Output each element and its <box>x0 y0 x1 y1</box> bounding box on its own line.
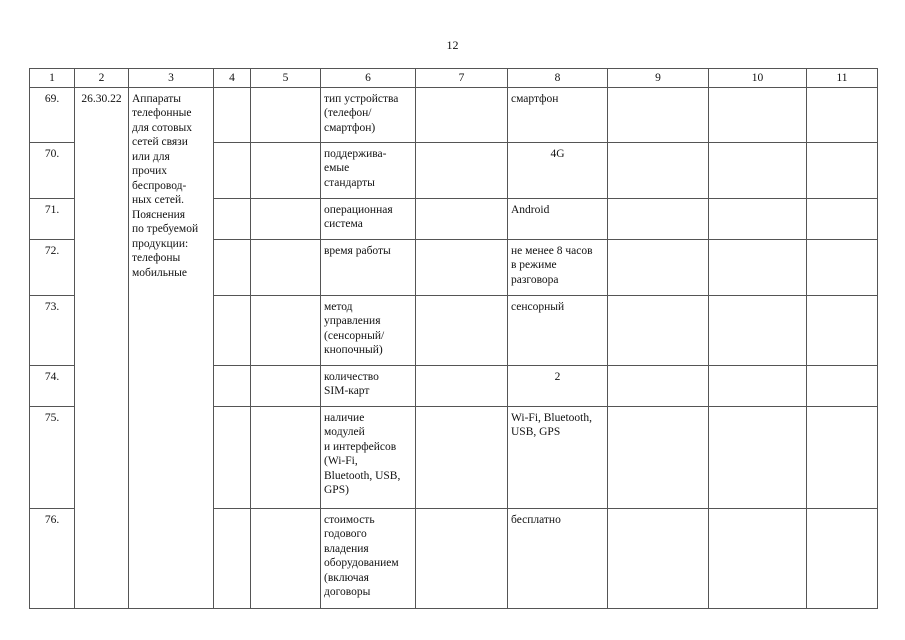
value-cell <box>508 198 608 239</box>
characteristic-name: метод управления (сенсорный/ кнопочный) <box>324 300 385 356</box>
value-cell <box>508 406 608 508</box>
empty-cell <box>608 239 709 295</box>
characteristic-value: сенсорный <box>511 300 565 313</box>
value-cell <box>508 365 608 406</box>
specification-table <box>29 68 878 609</box>
characteristic-value: Android <box>511 203 550 216</box>
empty-cell <box>807 239 878 295</box>
row-number: 74. <box>30 365 75 406</box>
row-number: 73. <box>30 295 75 365</box>
characteristic-value: 2 <box>554 370 561 383</box>
value-cell <box>508 295 608 365</box>
empty-cell <box>807 365 878 406</box>
row-number: 75. <box>30 406 75 508</box>
empty-cell <box>709 87 807 142</box>
product-description <box>129 87 214 608</box>
empty-cell <box>608 198 709 239</box>
characteristic-name: наличие модулей и интерфейсов (Wi-Fi, Bluetooth, USB, GPS) <box>324 411 401 496</box>
empty-cell <box>416 198 508 239</box>
empty-cell <box>807 142 878 198</box>
empty-cell <box>608 365 709 406</box>
empty-cell <box>709 142 807 198</box>
empty-cell <box>251 142 321 198</box>
characteristic-name: поддержива- емые стандарты <box>324 147 387 189</box>
column-header-7: 7 <box>416 69 508 88</box>
empty-cell <box>709 365 807 406</box>
column-header-11: 11 <box>807 69 878 88</box>
column-header-2: 2 <box>75 69 129 88</box>
characteristic-cell <box>321 295 416 365</box>
empty-cell <box>251 87 321 142</box>
column-header-4: 4 <box>214 69 251 88</box>
empty-cell <box>807 295 878 365</box>
row-number: 71. <box>30 198 75 239</box>
empty-cell <box>416 142 508 198</box>
empty-cell <box>608 87 709 142</box>
characteristic-cell <box>321 508 416 608</box>
okpd-code: 26.30.22 <box>75 87 129 608</box>
column-header-6: 6 <box>321 69 416 88</box>
empty-cell <box>251 365 321 406</box>
characteristic-cell <box>321 239 416 295</box>
empty-cell <box>251 406 321 508</box>
row-number: 70. <box>30 142 75 198</box>
header-row <box>30 69 878 88</box>
empty-cell <box>608 406 709 508</box>
characteristic-cell <box>321 198 416 239</box>
characteristic-cell <box>321 406 416 508</box>
empty-cell <box>807 198 878 239</box>
table-row <box>30 87 878 142</box>
empty-cell <box>709 239 807 295</box>
characteristic-cell <box>321 365 416 406</box>
characteristic-value: бесплатно <box>511 513 561 526</box>
characteristic-name: операционная система <box>324 203 393 230</box>
empty-cell <box>416 365 508 406</box>
empty-cell <box>416 295 508 365</box>
empty-cell <box>416 239 508 295</box>
column-header-10: 10 <box>709 69 807 88</box>
row-number: 69. <box>30 87 75 142</box>
empty-cell <box>709 295 807 365</box>
empty-cell <box>416 406 508 508</box>
empty-cell <box>608 508 709 608</box>
empty-cell <box>251 508 321 608</box>
empty-cell <box>214 508 251 608</box>
value-cell <box>508 87 608 142</box>
row-number: 76. <box>30 508 75 608</box>
characteristic-name: время работы <box>324 244 391 257</box>
empty-cell <box>251 198 321 239</box>
empty-cell <box>608 295 709 365</box>
characteristic-cell <box>321 87 416 142</box>
characteristic-value: не менее 8 часов в режиме разговора <box>511 244 593 286</box>
empty-cell <box>709 508 807 608</box>
characteristic-value: Wi-Fi, Bluetooth, USB, GPS <box>511 411 592 438</box>
empty-cell <box>807 508 878 608</box>
empty-cell <box>608 142 709 198</box>
value-cell <box>508 142 608 198</box>
empty-cell <box>214 142 251 198</box>
column-header-1: 1 <box>30 69 75 88</box>
empty-cell <box>251 295 321 365</box>
page-number: 12 <box>446 38 459 52</box>
empty-cell <box>807 406 878 508</box>
characteristic-value: 4G <box>550 147 565 160</box>
empty-cell <box>807 87 878 142</box>
empty-cell <box>214 365 251 406</box>
row-number: 72. <box>30 239 75 295</box>
characteristic-name: тип устройства (телефон/ смартфон) <box>324 92 399 134</box>
product-description-text: Аппараты телефонные для сотовых сетей связи или для прочих беспровод- ных сетей. Пояснения по требуемой продукции: телефоны мобильные <box>132 92 199 279</box>
column-header-5: 5 <box>251 69 321 88</box>
column-header-8: 8 <box>508 69 608 88</box>
empty-cell <box>214 295 251 365</box>
characteristic-value: смартфон <box>511 92 559 105</box>
characteristic-name: стоимость годового владения оборудованием (включая договоры <box>324 513 399 598</box>
empty-cell <box>214 198 251 239</box>
empty-cell <box>709 198 807 239</box>
value-cell <box>508 508 608 608</box>
value-cell <box>508 239 608 295</box>
empty-cell <box>416 508 508 608</box>
empty-cell <box>214 239 251 295</box>
column-header-9: 9 <box>608 69 709 88</box>
characteristic-cell <box>321 142 416 198</box>
empty-cell <box>214 87 251 142</box>
empty-cell <box>709 406 807 508</box>
empty-cell <box>416 87 508 142</box>
column-header-3: 3 <box>129 69 214 88</box>
characteristic-name: количество SIM-карт <box>324 370 379 397</box>
empty-cell <box>251 239 321 295</box>
empty-cell <box>214 406 251 508</box>
